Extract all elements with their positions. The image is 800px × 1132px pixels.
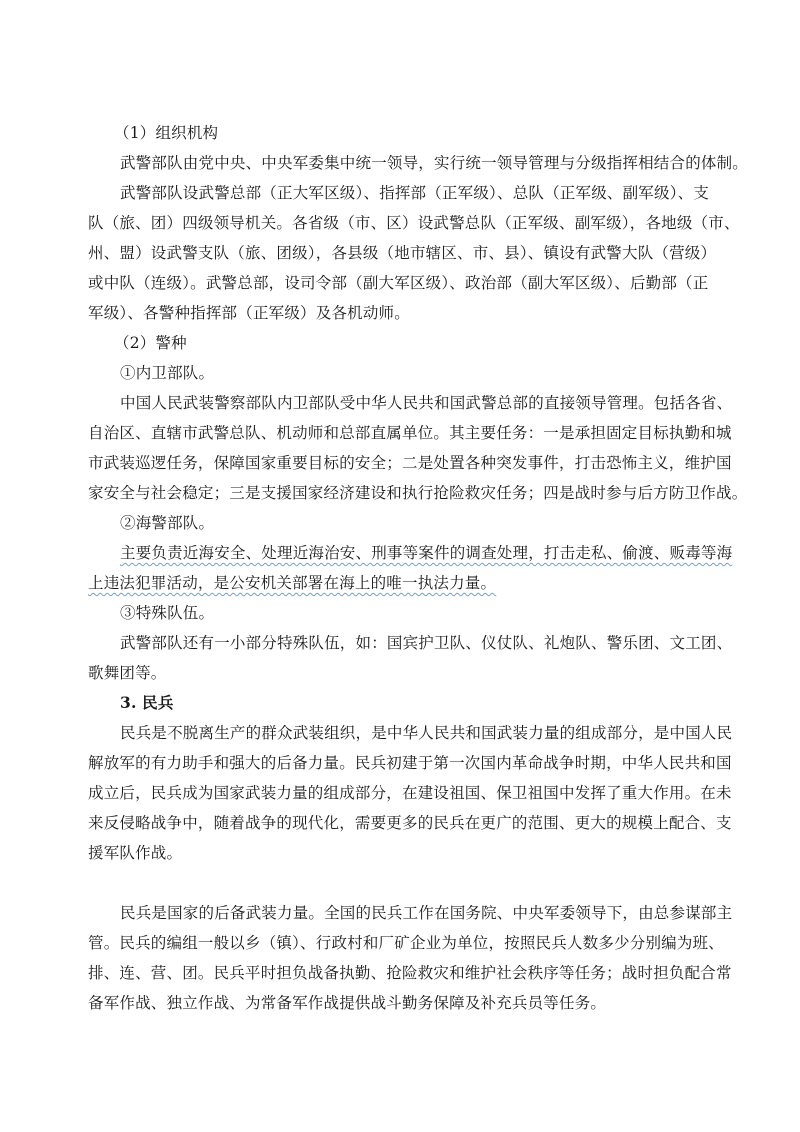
text-line: 民兵是不脱离生产的群众武装组织，是中华人民共和国武装力量的组成部分，是中国人民 (120, 724, 733, 742)
text-line: 武警部队设武警总部（正大军区级）、指挥部（正军级）、总队（正军级、副军级）、支 (120, 184, 710, 202)
text-line: （2）警种 (114, 334, 187, 352)
text-line: 援军队作战。 (88, 844, 183, 862)
text-line: 武警部队由党中央、中央军委集中统一领导，实行统一领导管理与分级指挥相结合的体制。 (120, 154, 749, 172)
text-line: 来反侵略战争中，随着战争的现代化，需要更多的民兵在更广的范围、更大的规模上配合、支 (88, 814, 732, 832)
text-line: 或中队（连级）。武警总部，设司令部（副大军区级）、政治部（副大军区级）、后勤部（正 (88, 274, 709, 292)
text-line: 上违法犯罪活动，是公安机关部署在海上的唯一执法力量。 (88, 574, 497, 592)
text-line: 队（旅、团）四级领导机关。各省级（市、区）设武警总队（正军级、副军级），各地级（市、 (88, 214, 740, 232)
text-line: 解放军的有力助手和强大的后备力量。民兵初建于第一次国内革命战争时期，中华人民共和国 (88, 754, 732, 772)
text-line: 民兵是国家的后备武装力量。全国的民兵工作在国务院、中央军委领导下，由总参谋部主 (120, 904, 733, 922)
text-line: 军级）、各警种指挥部（正军级）及各机动师。 (88, 304, 410, 322)
text-line: 备军作战、独立作战、为常备军作战提供战斗勤务保障及补充兵员等任务。 (88, 994, 607, 1012)
text-line: 家安全与社会稳定；三是支援国家经济建设和执行抢险救灾任务；四是战时参与后方防卫作战。 (88, 484, 748, 502)
text-line: ①内卫部队。 (120, 364, 215, 382)
text-line: ③特殊队伍。 (120, 604, 215, 622)
document-page (88, 118, 749, 1018)
text-line: 武警部队还有一小部分特殊队伍，如：国宾护卫队、仪仗队、礼炮队、警乐团、文工团、 (120, 634, 733, 652)
text-line: 成立后，民兵成为国家武装力量的组成部分，在建设祖国、保卫祖国中发挥了重大作用。在未 (88, 784, 732, 802)
text-line: （1）组织机构 (114, 124, 219, 142)
text-line: 主要负责近海安全、处理近海治安、刑事等案件的调查处理，打击走私、偷渡、贩毒等海 (120, 544, 733, 562)
text-line: ②海警部队。 (120, 514, 215, 532)
text-line: 歌舞团等。 (88, 664, 167, 682)
text-line: 市武装巡逻任务，保障国家重要目标的安全；二是处置各种突发事件，打击恐怖主义，维护国 (88, 454, 732, 472)
text-line: 州、盟）设武警支队（旅、团级），各县级（地市辖区、市、县）、镇设有武警大队（营级） (88, 244, 717, 262)
text-line: 排、连、营、团。民兵平时担负战备执勤、抢险救灾和维护社会秩序等任务；战时担负配合常 (88, 964, 732, 982)
text-line: 自治区、直辖市武警总队、机动师和总部直属单位。其主要任务：一是承担固定目标执勤和城 (88, 424, 732, 442)
text-line: 管。民兵的编组一般以乡（镇）、行政村和厂矿企业为单位，按照民兵人数多少分别编为班、 (88, 934, 724, 952)
section-heading: 3. 民兵 (120, 693, 174, 712)
text-line: 中国人民武装警察部队内卫部队受中华人民共和国武警总部的直接领导管理。包括各省、 (120, 394, 733, 412)
blank-line (88, 868, 728, 898)
